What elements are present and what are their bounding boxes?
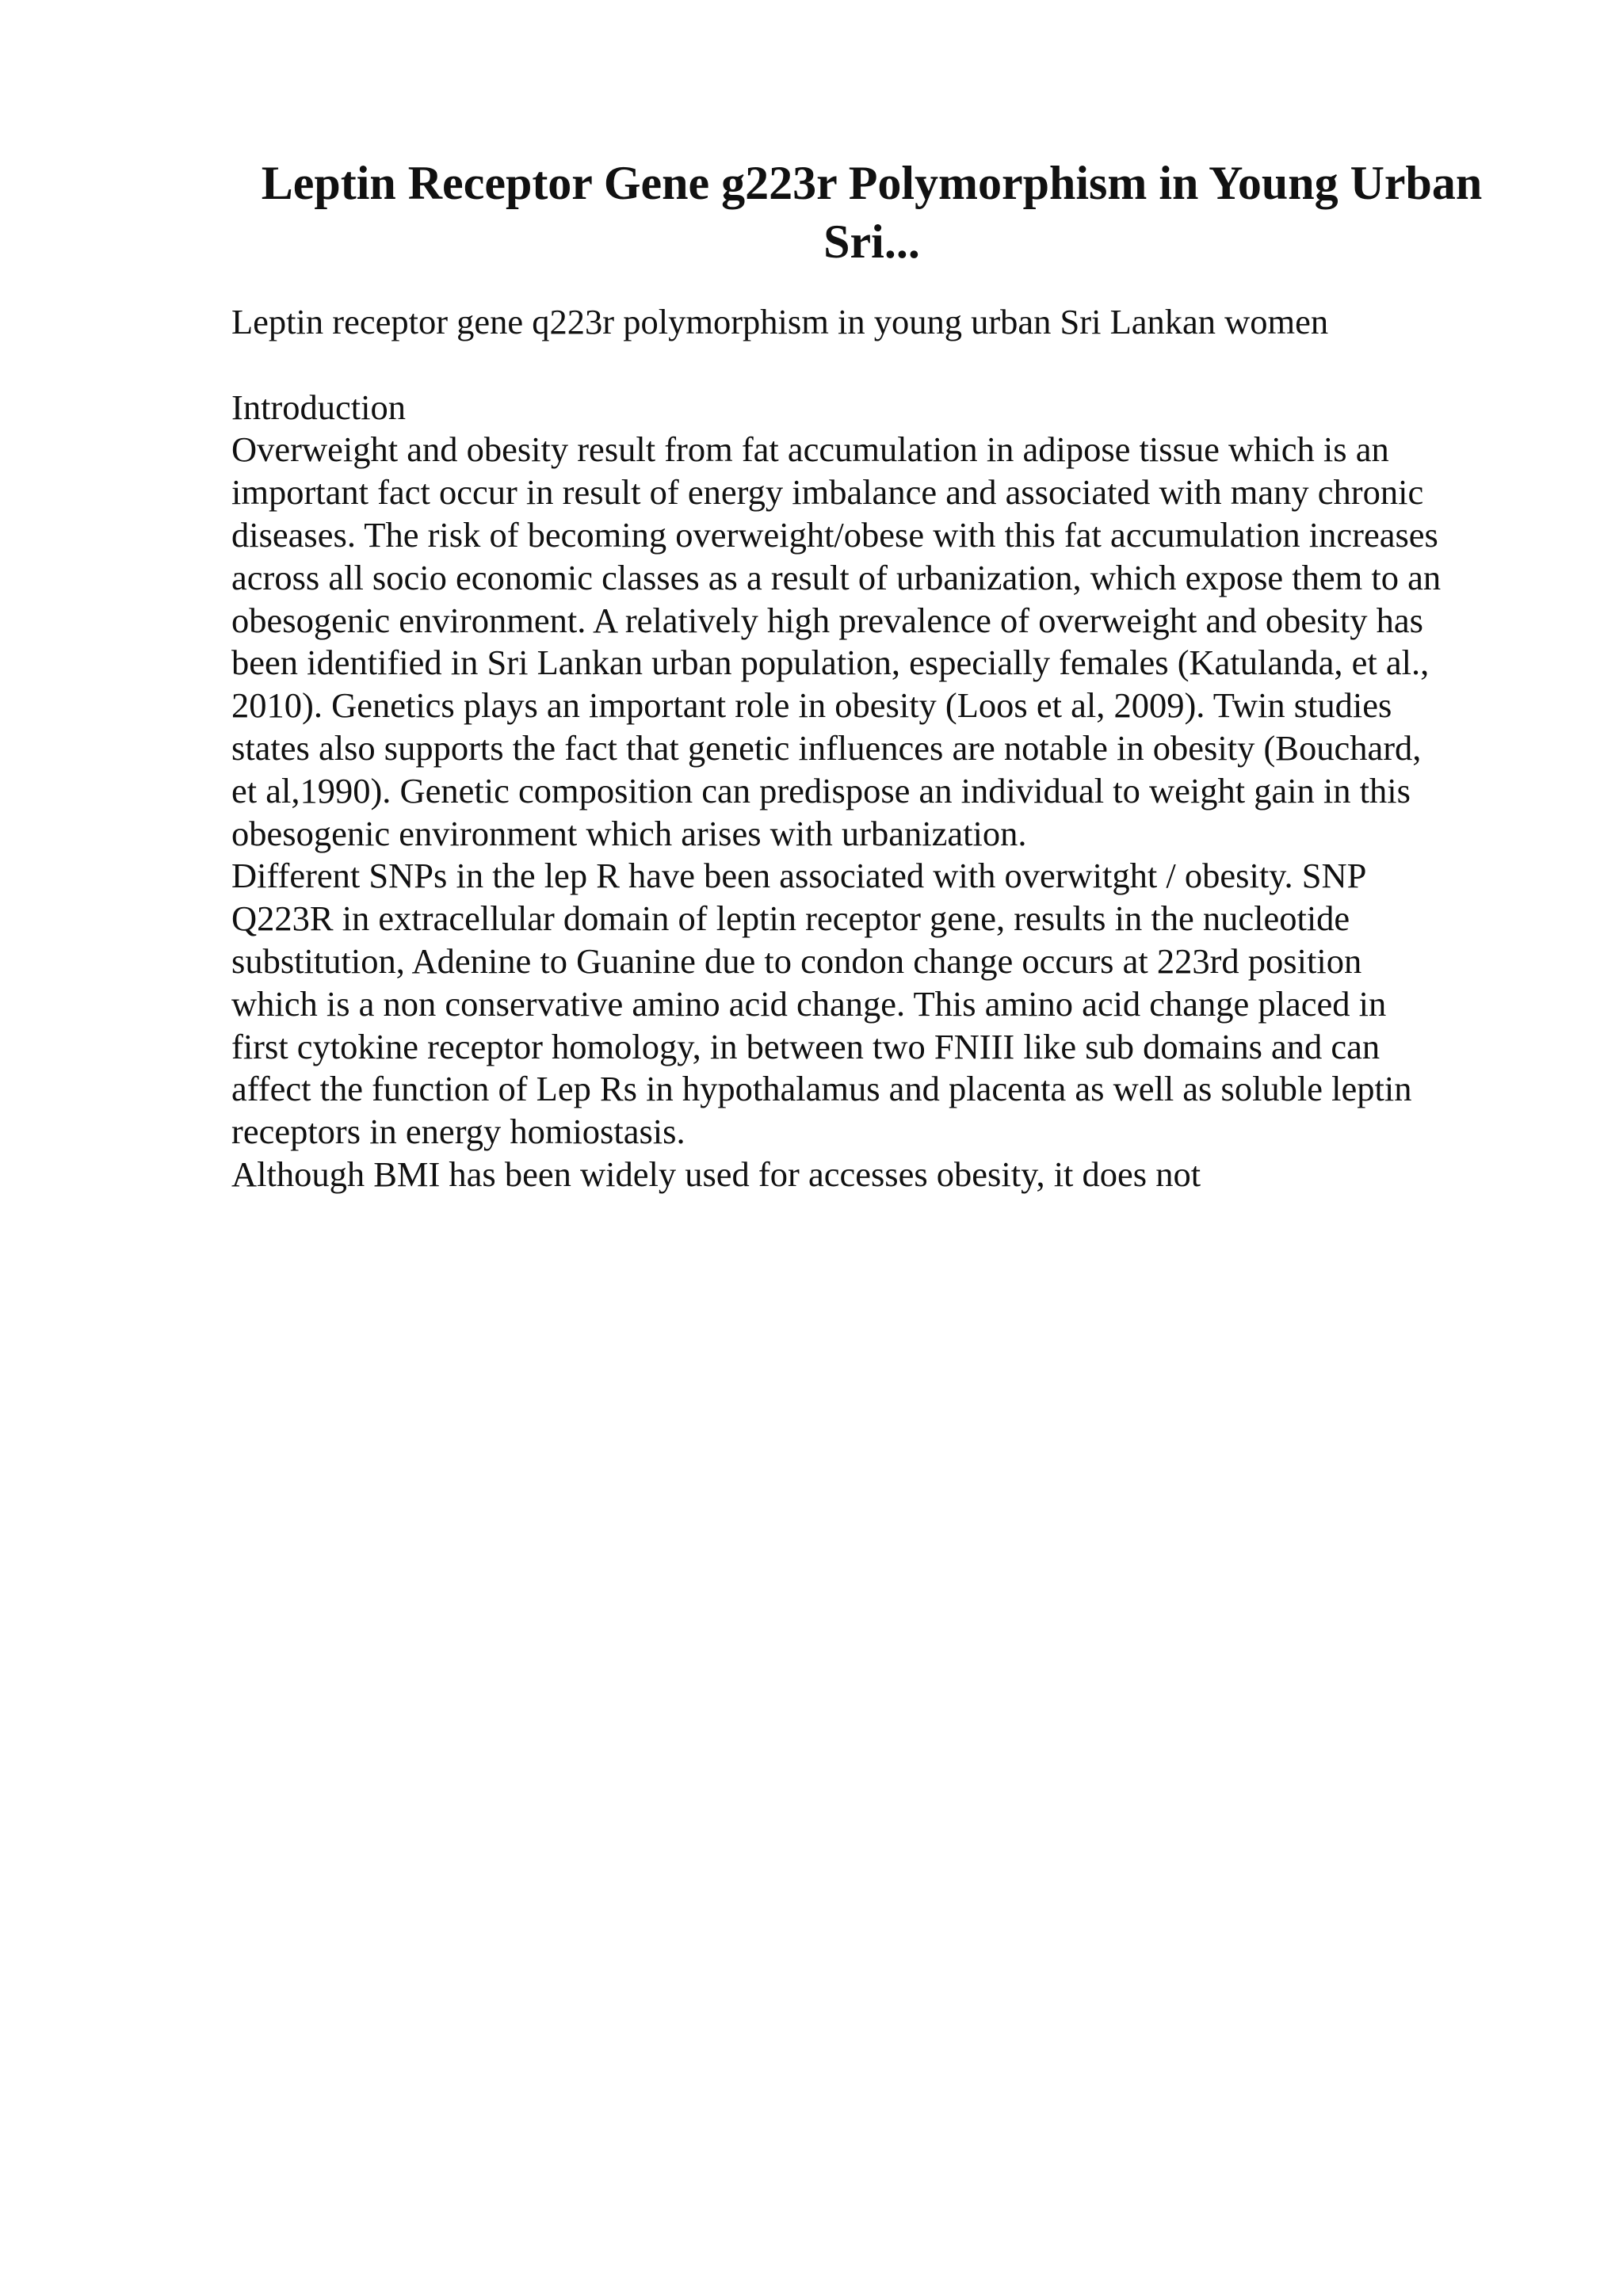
paragraph-introduction [231, 429, 1531, 855]
text-line: obesogenic environment. A relatively high prevalence of overweight and obesity has [231, 600, 1423, 640]
text-line: et al,1990). Genetic composition can predispose an individual to weight gain in this [231, 770, 1411, 810]
text-line: Overweight and obesity result from fat accumulation in adipose tissue which is an [231, 429, 1389, 470]
text-line: across all socio economic classes as a result of urbanization, which expose them to an [231, 557, 1442, 597]
document-subtitle: Leptin receptor gene q223r polymorphism in young urban Sri Lankan women [231, 302, 1329, 341]
text-line: been identified in Sri Lankan urban population, especially females (Katulanda, et al., [231, 643, 1430, 683]
text-line: obesogenic environment which arises with urbanization. [231, 813, 1027, 853]
text-line: Q223R in extracellular domain of leptin receptor gene, results in the nucleotide [231, 898, 1350, 939]
text-line: diseases. The risk of becoming overweight/obese with this fat accumulation increases [231, 514, 1438, 555]
blank-line [231, 344, 1531, 387]
title-line: Leptin Receptor Gene g223r Polymorphism in Young Urban [261, 157, 1483, 209]
text-line: 2010). Genetics plays an important role in obesity (Loos et al, 2009). Twin studies [231, 685, 1392, 726]
text-line: Although BMI has been widely used for accesses obesity, it does not [231, 1154, 1201, 1194]
text-line: receptors in energy homiostasis. [231, 1112, 685, 1152]
paragraph-snps [231, 855, 1531, 1154]
text-line: which is a non conservative amino acid change. This amino acid change placed in [231, 983, 1387, 1024]
paragraph-bmi [231, 1154, 1531, 1196]
text-line: Different SNPs in the lep R have been associated with overwitght / obesity. SNP [231, 856, 1367, 896]
text-line: substitution, Adenine to Guanine due to condon change occurs at 223rd position [231, 940, 1362, 981]
document-title [222, 154, 1522, 271]
text-line: affect the function of Lep Rs in hypothalamus and placenta as well as soluble leptin [231, 1069, 1412, 1109]
text-line: first cytokine receptor homology, in between two FNIII like sub domains and can [231, 1026, 1381, 1066]
section-heading: Introduction [231, 387, 406, 427]
title-line: Sri... [823, 215, 920, 268]
text-line: states also supports the fact that genetic influences are notable in obesity (Bouchard, [231, 727, 1422, 768]
text-line: important fact occur in result of energy imbalance and associated with many chronic [231, 472, 1424, 513]
document-body [231, 301, 1531, 1196]
